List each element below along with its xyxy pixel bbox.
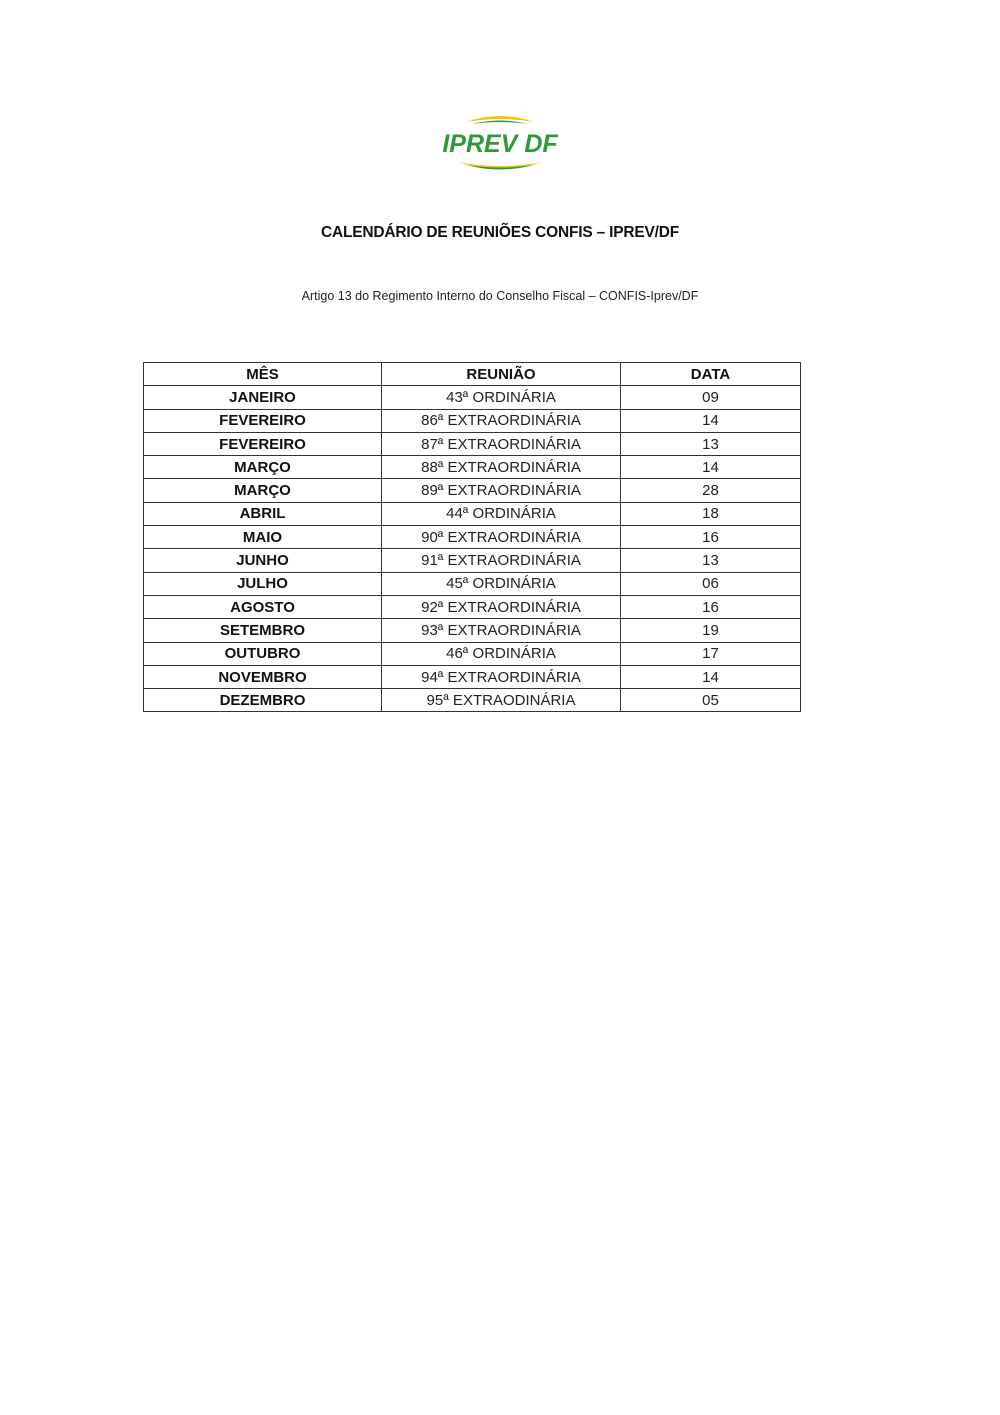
- table-header-row: [144, 363, 801, 386]
- cell-date: 17: [621, 642, 801, 665]
- table-row: [144, 549, 801, 572]
- cell-month: MAIO: [144, 526, 382, 549]
- cell-date: 28: [621, 479, 801, 502]
- cell-meeting: 43ª ORDINÁRIA: [382, 386, 621, 409]
- cell-date: 16: [621, 526, 801, 549]
- iprev-df-logo: [436, 112, 564, 174]
- cell-month: NOVEMBRO: [144, 665, 382, 688]
- column-header-month: MÊS: [144, 363, 382, 386]
- logo-text: IPREV DF: [442, 130, 558, 158]
- cell-month: FEVEREIRO: [144, 432, 382, 455]
- table-row: [144, 619, 801, 642]
- table-row: [144, 526, 801, 549]
- cell-month: MARÇO: [144, 456, 382, 479]
- cell-meeting: 45ª ORDINÁRIA: [382, 572, 621, 595]
- table-row: [144, 689, 801, 712]
- meeting-calendar-table: [143, 362, 801, 712]
- cell-meeting: 90ª EXTRAORDINÁRIA: [382, 526, 621, 549]
- cell-date: 06: [621, 572, 801, 595]
- table-row: [144, 595, 801, 618]
- table-row: [144, 456, 801, 479]
- table-row: [144, 665, 801, 688]
- column-header-meeting: REUNIÃO: [382, 363, 621, 386]
- cell-date: 09: [621, 386, 801, 409]
- cell-month: FEVEREIRO: [144, 409, 382, 432]
- page-title: CALENDÁRIO DE REUNIÕES CONFIS – IPREV/DF: [320, 224, 679, 241]
- cell-meeting: 92ª EXTRAORDINÁRIA: [382, 595, 621, 618]
- cell-meeting: 88ª EXTRAORDINÁRIA: [382, 456, 621, 479]
- column-header-date: DATA: [621, 363, 801, 386]
- cell-meeting: 91ª EXTRAORDINÁRIA: [382, 549, 621, 572]
- cell-month: ABRIL: [144, 502, 382, 525]
- cell-month: JULHO: [144, 572, 382, 595]
- page-subtitle: Artigo 13 do Regimento Interno do Conselho Fiscal – CONFIS-Iprev/DF: [301, 289, 699, 303]
- cell-month: SETEMBRO: [144, 619, 382, 642]
- cell-meeting: 89ª EXTRAORDINÁRIA: [382, 479, 621, 502]
- cell-meeting: 44ª ORDINÁRIA: [382, 502, 621, 525]
- cell-date: 16: [621, 595, 801, 618]
- cell-date: 13: [621, 432, 801, 455]
- cell-meeting: 94ª EXTRAORDINÁRIA: [382, 665, 621, 688]
- table-row: [144, 502, 801, 525]
- cell-month: JUNHO: [144, 549, 382, 572]
- cell-month: AGOSTO: [144, 595, 382, 618]
- table-row: [144, 479, 801, 502]
- table-row: [144, 386, 801, 409]
- cell-month: JANEIRO: [144, 386, 382, 409]
- cell-date: 13: [621, 549, 801, 572]
- cell-month: DEZEMBRO: [144, 689, 382, 712]
- cell-meeting: 95ª EXTRAODINÁRIA: [382, 689, 621, 712]
- cell-date: 05: [621, 689, 801, 712]
- cell-date: 14: [621, 456, 801, 479]
- table-row: [144, 409, 801, 432]
- logo-arc-green-top: [472, 121, 528, 125]
- table-row: [144, 572, 801, 595]
- cell-date: 14: [621, 665, 801, 688]
- cell-meeting: 86ª EXTRAORDINÁRIA: [382, 409, 621, 432]
- table-row: [144, 432, 801, 455]
- table-row: [144, 642, 801, 665]
- cell-month: MARÇO: [144, 479, 382, 502]
- cell-date: 18: [621, 502, 801, 525]
- cell-date: 19: [621, 619, 801, 642]
- cell-meeting: 87ª EXTRAORDINÁRIA: [382, 432, 621, 455]
- cell-meeting: 93ª EXTRAORDINÁRIA: [382, 619, 621, 642]
- cell-month: OUTUBRO: [144, 642, 382, 665]
- cell-date: 14: [621, 409, 801, 432]
- cell-meeting: 46ª ORDINÁRIA: [382, 642, 621, 665]
